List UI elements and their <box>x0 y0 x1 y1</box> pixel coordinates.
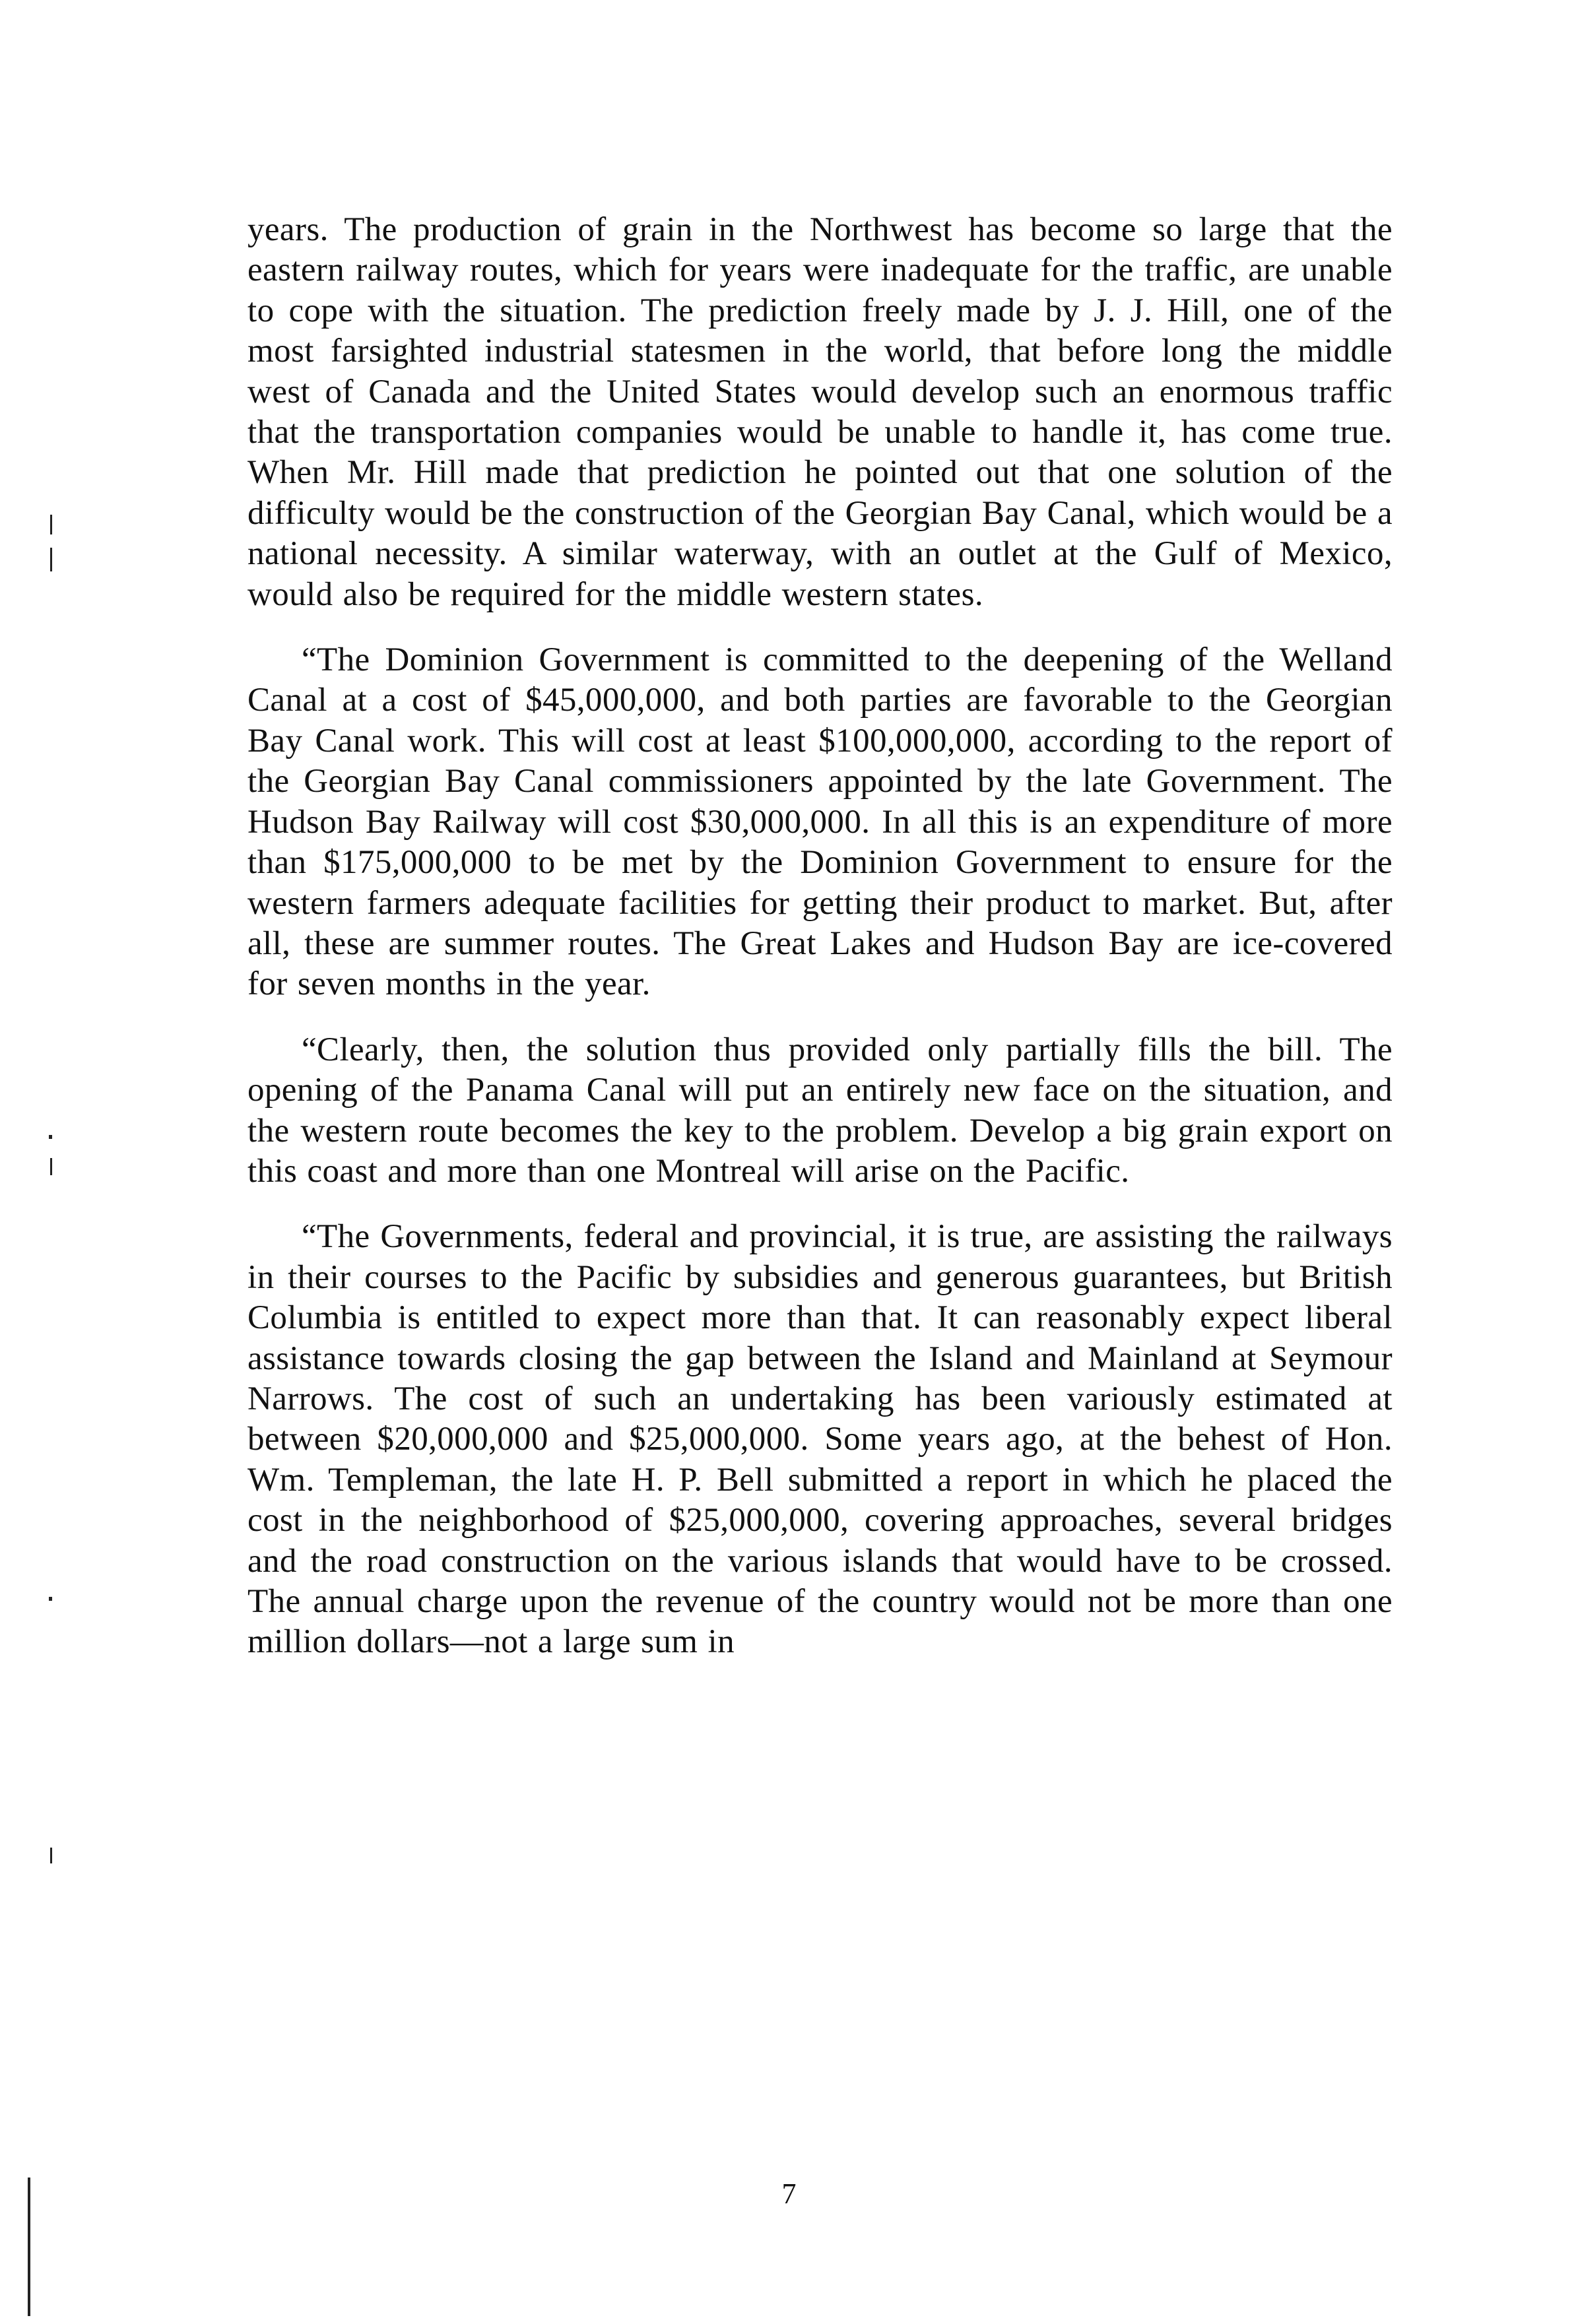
scan-mark <box>50 548 52 571</box>
scan-mark <box>50 1158 52 1175</box>
scan-mark <box>50 1848 52 1863</box>
scan-mark <box>49 1135 52 1139</box>
body-text <box>247 210 1393 1663</box>
scan-mark <box>50 515 52 534</box>
scan-mark <box>49 1597 52 1601</box>
scan-mark <box>28 2178 30 2316</box>
page-number: 7 <box>781 2178 797 2210</box>
paragraph-governments: “The Governments, federal and provincial, it is true, are assisting the railways in their courses to the Pacific by subsidies and generous guarantees, but British Columbia is entitled to expect more than that. It can reasonably expect liberal assistance towards closing the gap between the Island and Mainland at Seymour Narrows. The cost of such an undertaking has been variously estimated at between $20,000,000 and $25,000,000. Some years ago, at the behest of Hon. Wm. Templeman, the late H. P. Bell submitted a report in which he placed the cost in the neighborhood of $25,000,000, covering approaches, several bridges and the road construction on the various islands that would have to be crossed. The annual charge upon the revenue of the country would not be more than one million dollars—not a large sum in <box>247 1218 1393 1661</box>
paragraph-dominion-government: “The Dominion Government is committed to the deepening of the Welland Canal at a cost of $45,000,000, and both parties are favorable to the Georgian Bay Canal work. This will cost at least $100,000,000, according to the report of the Georgian Bay Canal commissioners appointed by the late Government. The Hudson Bay Railway will cost $30,000,000. In all this is an expenditure of more than $175,000,000 to be met by the Dominion Government to ensure for the western farmers adequate facilities for getting their product to market. But, after all, these are summer routes. The Great Lakes and Hudson Bay are ice-covered for seven months in the year. <box>247 641 1393 1003</box>
paragraph-continued: years. The production of grain in the Northwest has become so large that the eastern railway routes, which for years were inadequate for the traffic, are unable to cope with the situation. The prediction freely made by J. J. Hill, one of the most farsighted industrial statesmen in the world, that before long the middle west of Canada and the United States would develop such an enormous traffic that the transportation companies would be unable to handle it, has come true. When Mr. Hill made that prediction he pointed out that one solution of the difficulty would be the construction of the Georgian Bay Canal, which would be a national necessity. A similar waterway, with an outlet at the Gulf of Mexico, would also be required for the middle western states. <box>247 211 1393 613</box>
paragraph-clearly-then: “Clearly, then, the solution thus provided only partially fills the bill. The opening of the Panama Canal will put an entirely new face on the situation, and the western route becomes the key to the problem. Develop a big grain export on this coast and more than one Montreal will arise on the Pacific. <box>247 1031 1393 1190</box>
